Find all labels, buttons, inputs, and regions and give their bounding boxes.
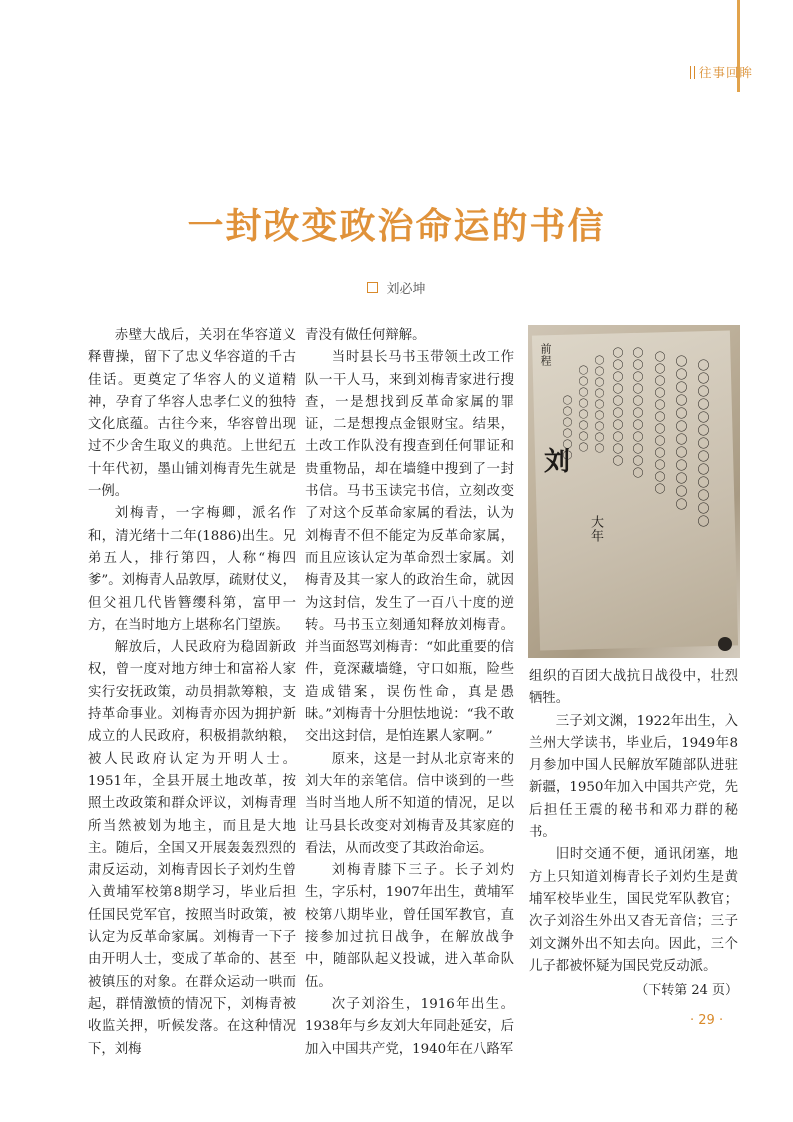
- paragraph: 次子刘浴生，1916年出生。1938年与乡友刘大年同赴延安，后加入中国共产党，1940年在八路军: [305, 996, 514, 1057]
- paragraph-continued: 青没有做任何辩解。: [305, 328, 426, 343]
- paragraph: 解放后，人民政府为稳固新政权，曾一度对地方绅士和富裕人家实行安抚政策，动员捐款筹粮，支持革命事业。刘梅青亦因为拥护新成立的人民政府，积极捐款纳粮，被人民政府认定为开明人士。1951年，全县开展土地改革，按照土改政策和群众评议，刘梅青理所当然被划为地主，而且是大地主。随后，全国又开展轰轰烈烈的肃反运动，刘梅青因长子刘灼生曾入黄埔军校第8期学习，毕业后担任国民党军官，按照当时政策，被认定为反革命家属。刘梅青一下子由开明人士，变成了革命的、甚至被镇压的对象。在群众运动一哄而起，群情激愤的情况下，刘梅青被收监关押，听候发落。在这种情况下，刘梅: [88, 640, 296, 1057]
- letter-handwriting: 〇〇〇〇〇〇〇〇〇: [592, 355, 603, 454]
- section-mark-icon: [690, 66, 695, 79]
- letter-handwriting: 〇〇〇〇〇〇〇〇〇〇〇: [631, 347, 644, 479]
- section-label-text: 往事回眸: [699, 65, 754, 80]
- continued-note: （下转第 24 页）: [635, 983, 738, 999]
- paragraph: 当时县长马书玉带领土改工作队一干人马，来到刘梅青家进行搜查，一是想找到反革命家属的罪证，二是想搜点金银财宝。结果，土改工作队没有搜查到任何罪证和贵重物品，却在墙缝中搜到了一封书信。马书玉读完书信，立刻改变了对这个反革命家属的看法，认为刘梅青不但不能定为反革命家属，而且应该认定为革命烈士家属。刘梅青及其一家人的政治生命，就因为这封信，发生了一百八十度的逆转。马书玉立刻通知释放刘梅青。并当面怒骂刘梅青：“如此重要的信件，竟深藏墙缝，守口如瓶，险些造成错案，误伤性命，真是愚昧。”刘梅青十分胆怯地说：“我不敢交出这封信，是怕连累人家啊。”: [305, 350, 514, 745]
- ink-seal-icon: [718, 637, 732, 651]
- paragraph: 赤壁大战后，关羽在华容道义释曹操，留下了忠义华容道的千古佳话。更奠定了华容人的义道精神，孕育了华容人忠孝仁义的独特文化底蕴。古往今来，华容曾出现过不少舍生取义的典范。上世纪五十年代初，墨山铺刘梅青先生就是一例。: [88, 328, 296, 500]
- text-column-3: [529, 666, 738, 1002]
- article-title: 一封改变政治命运的书信: [187, 205, 606, 247]
- letter-handwriting: 〇〇〇〇〇〇〇〇〇〇: [611, 347, 624, 467]
- paragraph: 旧时交通不便，通讯闭塞，地方上只知道刘梅青长子刘灼生是黄埔军校毕业生，国民党军队教官；次子刘浴生外出又杳无音信；三子刘文渊外出不知去向。因此，三个儿子都被怀疑为国民党反动派。: [529, 847, 738, 974]
- letter-handwriting: 〇〇〇〇〇〇〇〇〇〇〇〇: [674, 355, 688, 511]
- author-name: 刘必坤: [386, 282, 426, 297]
- paragraph: 原来，这是一封从北京寄来的刘大年的亲笔信。信中谈到的一些当时当地人所不知道的情况，足以让马县长改变对刘梅青及其家庭的看法，从而改变了其政治命运。: [305, 751, 514, 856]
- letter-handwriting: 〇〇〇〇〇〇〇〇: [576, 365, 587, 453]
- letter-handwriting: 大年: [588, 515, 603, 543]
- letter-handwriting: 〇〇〇〇〇〇: [560, 395, 571, 461]
- letter-handwriting: 〇〇〇〇〇〇〇〇〇〇〇〇: [653, 351, 666, 495]
- paragraph-continued: 组织的百团大战抗日战役中，壮烈牺牲。: [529, 669, 738, 707]
- text-column-1: [88, 325, 296, 1061]
- letter-handwriting: 前程: [539, 343, 552, 367]
- letter-signature: 刘: [544, 447, 572, 477]
- paragraph: 刘梅青膝下三子。长子刘灼生，字乐村，1907年出生，黄埔军校第八期毕业，曾任国军教官，直接参加过抗日战争，在解放战争中，随部队起义投诚，进入革命队伍。: [305, 863, 514, 990]
- section-label: [690, 63, 753, 81]
- text-column-2: [305, 325, 514, 1061]
- letter-handwriting: 〇〇〇〇〇〇〇〇〇〇〇〇〇: [696, 359, 710, 528]
- author-box-icon: [367, 282, 378, 293]
- author-line: [0, 278, 793, 297]
- paragraph: 刘梅青，一字梅卿，派名作和，清光绪十二年(1886)出生。兄弟五人，排行第四，人称“梅四爹”。刘梅青人品敦厚，疏财仗义，但父祖几代皆簪缨科第，富甲一方，在当时地方上堪称名门望族。: [88, 506, 296, 633]
- letter-photo: [528, 325, 740, 658]
- page-number: · 29 ·: [690, 1013, 724, 1028]
- paragraph: 三子刘文渊，1922年出生，入兰州大学读书，毕业后，1949年8月参加中国人民解放军随部队进驻新疆，1950年加入中国共产党，先后担任王震的秘书和邓力群的秘书。: [529, 713, 738, 841]
